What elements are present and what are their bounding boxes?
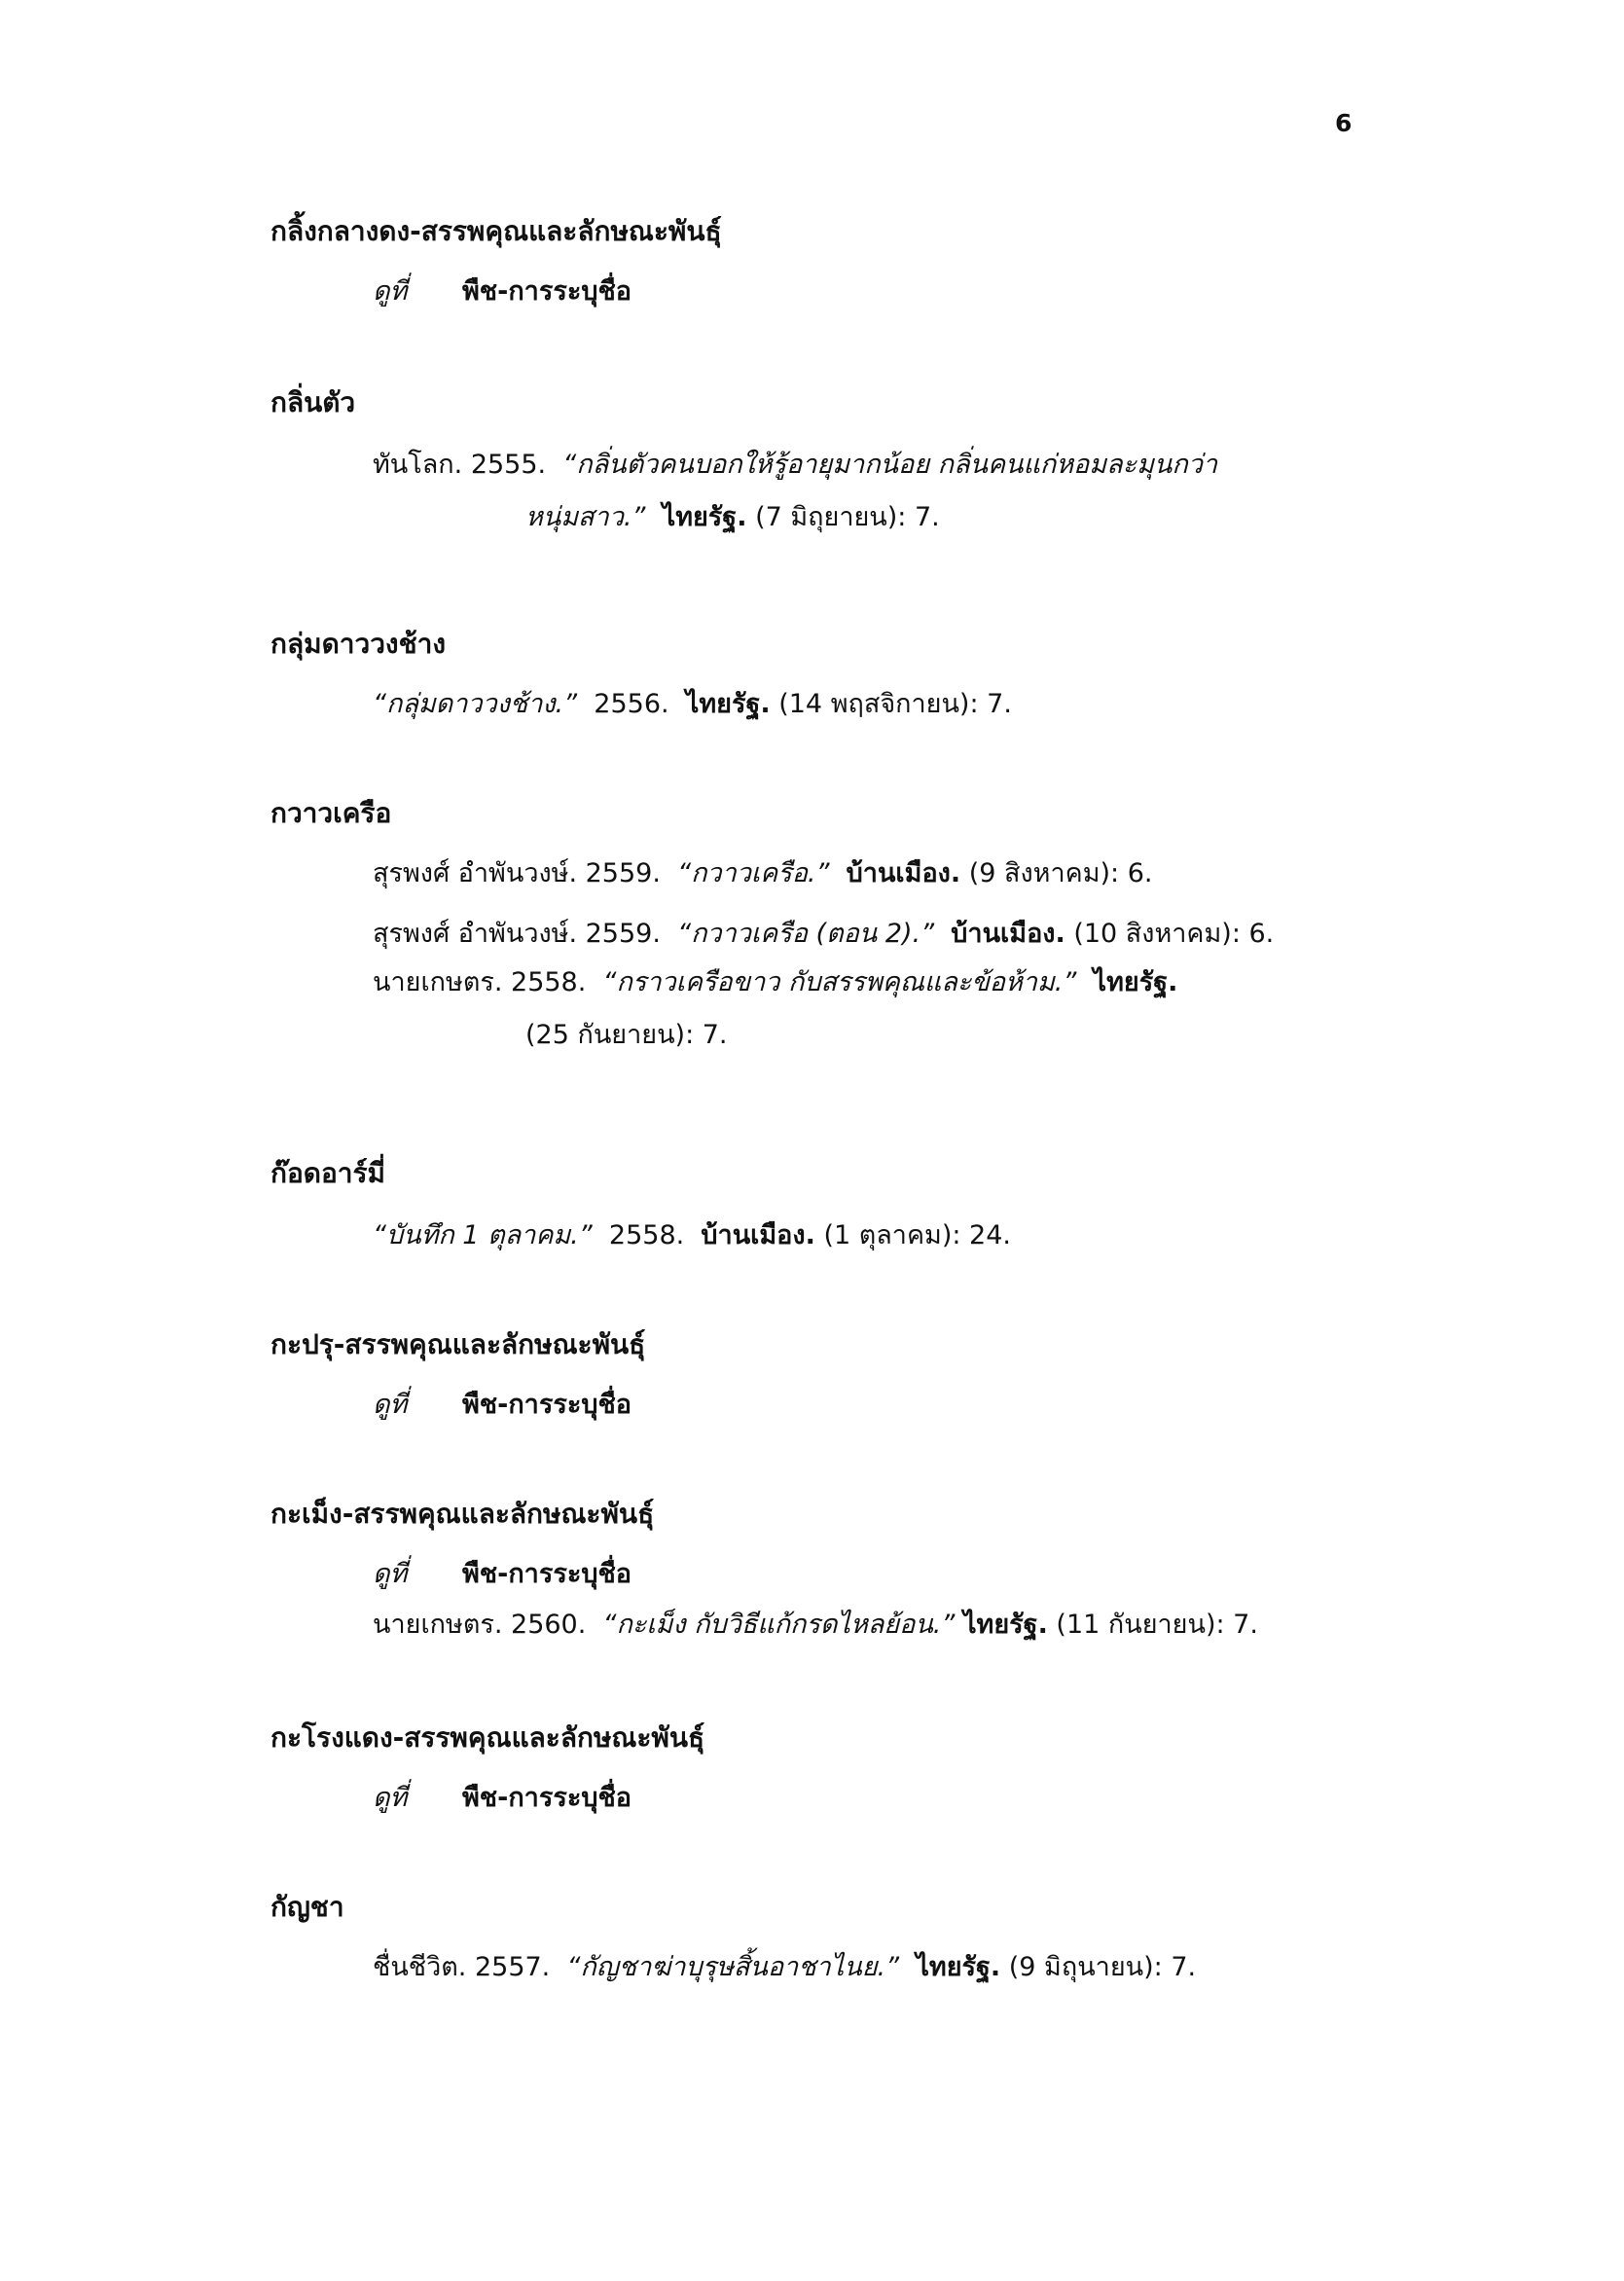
entry-heading: กะเม็ง-สรรพคุณและลักษณะพันธุ์ [271,1498,655,1530]
index-entry [271,1154,1011,1255]
citation-title: “กราวเครือขาว กับสรรพคุณและข้อห้าม.” [602,967,1077,997]
citation-publication: ไทยรัฐ. [1093,967,1178,997]
citation [271,1606,1258,1645]
entry-heading: กวาวเครือ [271,797,392,829]
entry-heading: กะปรุ-สรรพคุณและลักษณะพันธุ์ [271,1328,646,1360]
citation-year: 2558. [608,1220,685,1250]
citation-title: “กลุ่มดาววงช้าง.” [373,689,578,719]
citation-publication: ไทยรัฐ. [662,502,747,532]
citation-continued [271,1016,1274,1055]
see-label: ดูที่ [373,276,408,307]
citation-date: (9 มิถุนายน): 7. [1008,1952,1197,1982]
see-reference [271,1779,704,1818]
citation-title: “กะเม็ง กับวิธีแก้กรดไหลย้อน.” [602,1610,956,1640]
index-entry [271,383,1217,537]
citation-publication: บ้านเมือง. [701,1220,815,1250]
citation-title: “กลิ่นตัวคนบอกให้รู้อายุมากน้อย กลิ่นคนแก่หอมละมุนกว่า [562,450,1218,480]
citation-author: สุรพงศ์ อำพันวงษ์. 2559. [373,919,661,949]
page-number: 6 [1335,109,1353,137]
see-reference [271,1555,1258,1594]
entry-heading: กลิ่นตัว [271,386,356,418]
citation [271,963,1274,1002]
index-entry [271,1719,704,1818]
citation-date: (25 กันยายน): 7. [525,1020,728,1050]
citation-title-cont: หนุ่มสาว.” [525,502,646,532]
index-entry [271,212,722,311]
citation-year: 2556. [594,689,669,719]
citation-publication: บ้านเมือง. [951,919,1065,949]
citation-date: (11 กันยายน): 7. [1056,1610,1258,1640]
citation-publication: ไทยรัฐ. [685,689,771,719]
citation [271,685,1012,724]
citation-publication: บ้านเมือง. [846,858,961,888]
citation-continued [271,498,1217,537]
citation-title: “กวาวเครือ.” [677,858,830,888]
citation-title: “กวาวเครือ (ตอน 2).” [677,919,935,949]
entry-heading: กลิ้งกลางดง-สรรพคุณและลักษณะพันธุ์ [271,215,722,247]
citation-author: นายเกษตร. 2560. [373,1610,587,1640]
see-target: พืช-การระบุชื่อ [462,276,632,307]
see-reference [271,272,722,311]
see-target: พืช-การระบุชื่อ [462,1390,632,1420]
citation [271,915,1274,954]
citation-date: (14 พฤสจิกายน): 7. [778,689,1012,719]
citation [271,446,1217,485]
citation-publication: ไทยรัฐ. [962,1610,1048,1640]
citation-author: ทันโลก. 2555. [373,450,547,480]
citation-title: “กัญชาฆ่าบุรุษสิ้นอาชาไนย.” [566,1952,900,1982]
see-label: ดูที่ [373,1559,408,1589]
see-label: ดูที่ [373,1783,408,1813]
entry-heading: ก๊อดอาร์มี่ [271,1157,385,1189]
citation [271,1948,1196,1987]
index-entry [271,1495,1258,1645]
entry-heading: กะโรงแดง-สรรพคุณและลักษณะพันธุ์ [271,1721,705,1754]
see-label: ดูที่ [373,1390,408,1420]
citation-author: สุรพงศ์ อำพันวงษ์. 2559. [373,858,661,888]
see-target: พืช-การระบุชื่อ [462,1783,632,1813]
citation-date: (1 ตุลาคม): 24. [823,1220,1011,1250]
index-entry [271,1888,1196,1987]
citation-author: ชื่นชีวิต. 2557. [373,1952,551,1982]
citation [271,1216,1011,1255]
index-entry [271,794,1274,1055]
entry-heading: กลุ่มดาววงช้าง [271,628,446,660]
citation-date: (7 มิถุยายน): 7. [755,502,940,532]
see-target: พืช-การระบุชื่อ [462,1559,632,1589]
citation [271,854,1274,893]
citation-author: นายเกษตร. 2558. [373,967,587,997]
entry-heading: กัญชา [271,1891,344,1923]
citation-publication: ไทยรัฐ. [916,1952,1001,1982]
index-entry [271,625,1012,724]
citation-date: (10 สิงหาคม): 6. [1073,919,1275,949]
index-entry [271,1325,645,1425]
see-reference [271,1386,645,1425]
citation-date: (9 สิงหาคม): 6. [968,858,1153,888]
citation-title: “บันทึก 1 ตุลาคม.” [373,1220,593,1250]
